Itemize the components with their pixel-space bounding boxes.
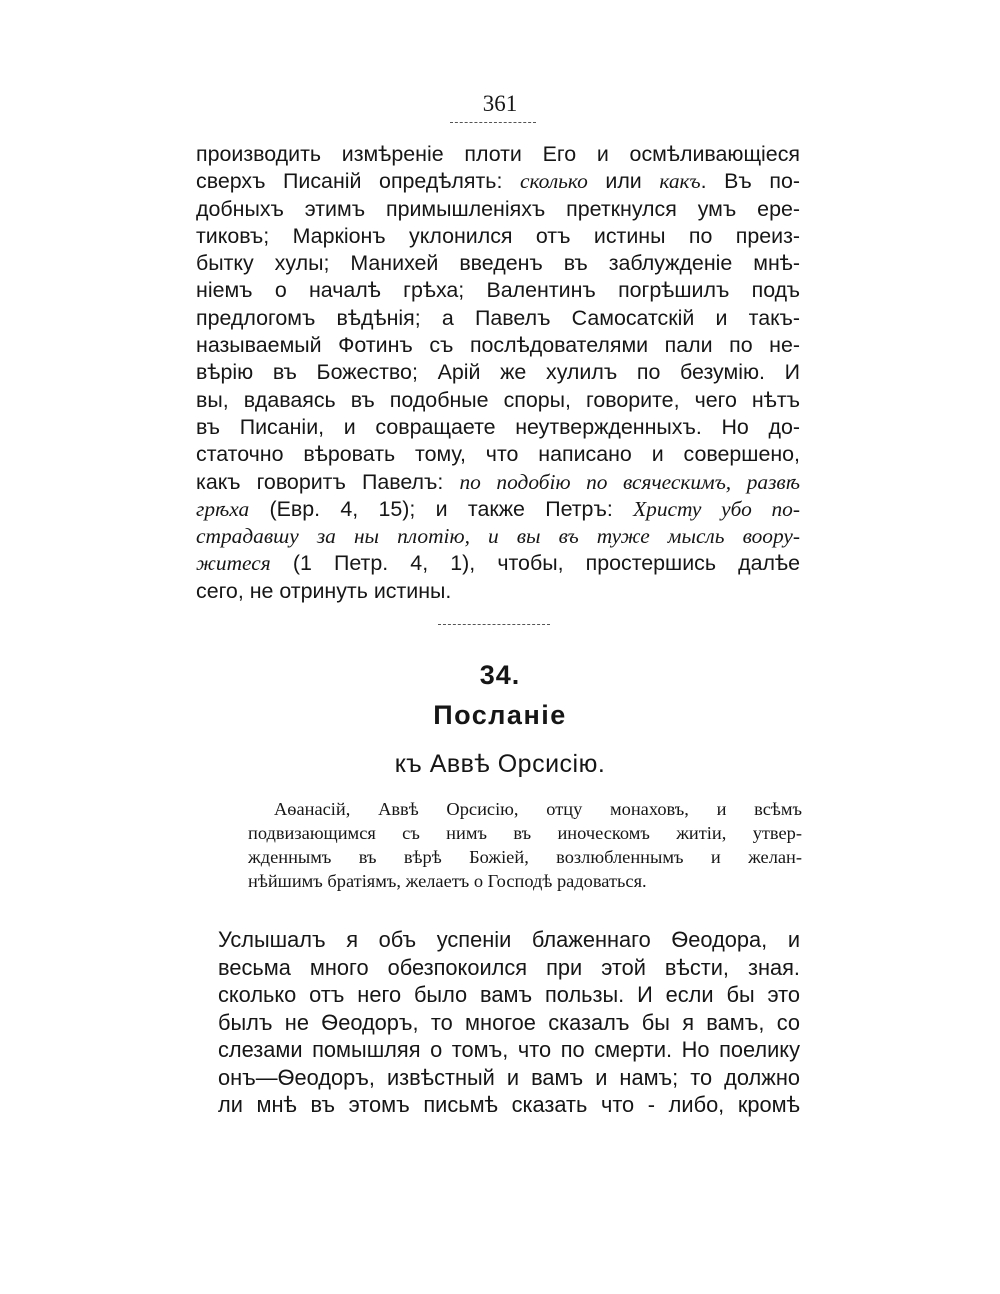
section-divider bbox=[438, 624, 550, 625]
letter-title: Посланіе bbox=[433, 700, 567, 730]
text-line: ніемъ о началѣ грѣха; Валентинъ погрѣшилъ подъ bbox=[196, 278, 800, 303]
letter-recipient: къ Аввѣ Орсисію. bbox=[394, 750, 606, 778]
text-line: добныхъ этимъ примышленіяхъ преткнулся умъ ере- bbox=[196, 196, 800, 221]
text-line: онъ—Ѳеодоръ, извѣстный и вамъ и намъ; то должно bbox=[218, 1064, 800, 1090]
text-line: предлогомъ вѣдѣнія; а Павелъ Самосатскій и такъ- bbox=[196, 305, 800, 330]
page-number: 361 bbox=[482, 91, 518, 116]
text-line: страдавшу за ны плотію, и вы въ туже мысль воору- bbox=[196, 524, 800, 549]
salutation-line: Аѳанасій, Аввѣ Орсисію, отцу монаховъ, и всѣмъ bbox=[274, 799, 802, 819]
text-line: ли мнѣ въ этомъ письмѣ сказать что - либо, кромѣ bbox=[218, 1092, 800, 1117]
salutation-line: подвизающимся съ нимъ въ иноческомъ житіи, утвер- bbox=[248, 823, 802, 843]
header-rule bbox=[450, 122, 536, 123]
text-line: бытку хулы; Манихей введенъ въ заблужденіе мнѣ- bbox=[196, 251, 800, 276]
section-number: 34. bbox=[479, 660, 521, 690]
text-line: житеся (1 Петр. 4, 1), чтобы, простершись далѣе bbox=[196, 551, 800, 576]
body-text bbox=[218, 926, 800, 1119]
text-line: тиковъ; Маркіонъ уклонился отъ истины по преиз- bbox=[196, 223, 800, 248]
text-line: сего, не отринуть истины. bbox=[196, 578, 452, 603]
text-line: производить измѣреніе плоти Его и осмѣливающіеся bbox=[196, 142, 800, 166]
text-line: вы, вдаваясь въ подобные споры, говорите, чего нѣтъ bbox=[196, 387, 800, 412]
text-line: называемый Фотинъ съ послѣдователями пали по не- bbox=[196, 333, 800, 358]
continued-text bbox=[196, 141, 800, 605]
text-line: слезами помышляя о томъ, что по смерти. Но поелику bbox=[218, 1037, 800, 1062]
text-line: статочно вѣровать тому, что написано и совершено, bbox=[196, 442, 800, 467]
salutation-line: нѣйшимъ братіямъ, желаетъ о Господѣ радоваться. bbox=[248, 871, 647, 891]
salutation-line: жденнымъ въ вѣрѣ Божіей, возлюбленнымъ и желан- bbox=[248, 847, 802, 867]
text-line: былъ не Ѳеодоръ, то многое сказалъ бы я вамъ, со bbox=[218, 1009, 800, 1035]
text-line: сколько отъ него было вамъ пользы. И если бы это bbox=[218, 982, 800, 1007]
text-line: въ Писаніи, и совращаете неутвержденныхъ. Но до- bbox=[196, 414, 800, 439]
text-line: сверхъ Писаній опредѣлять: сколько или какъ. Въ по- bbox=[196, 169, 800, 194]
text-line: какъ говоритъ Павелъ: по подобію по всяческимъ, развѣ bbox=[196, 469, 800, 494]
salutation bbox=[248, 797, 802, 893]
text-line: грѣха (Евр. 4, 15); и также Петръ: Христу убо по- bbox=[196, 496, 800, 521]
text-line: весьма много обезпокоился при этой вѣсти, зная. bbox=[218, 954, 800, 980]
text-line: вѣрію въ Божество; Арій же хулилъ по безумію. И bbox=[196, 360, 800, 385]
text-line: Услышалъ я объ успеніи блаженнаго Ѳеодора, и bbox=[218, 927, 800, 952]
